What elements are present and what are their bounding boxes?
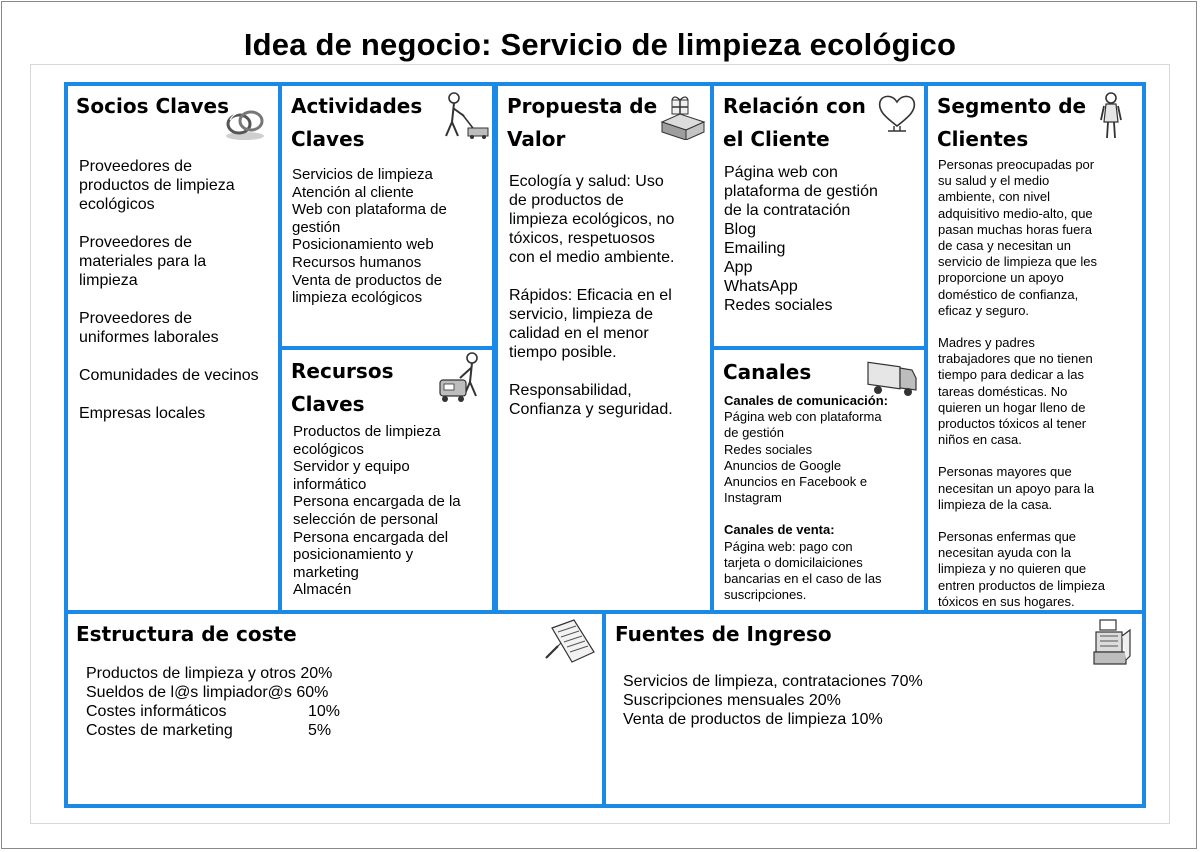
actividades-line: Recursos humanos	[292, 253, 422, 271]
propuesta-line: con el medio ambiente.	[509, 249, 675, 266]
recursos-line: ecológicos	[293, 440, 364, 458]
relacion-line: WhatsApp	[724, 278, 798, 295]
segmento-line: pasan muchas horas fuera	[938, 221, 1092, 237]
canales-line: Anuncios de Google	[724, 457, 842, 473]
coste-row	[86, 702, 340, 721]
segmento-line: Personas preocupadas por	[938, 157, 1095, 172]
segmento-line: limpieza y no quieren que	[938, 561, 1087, 577]
coste-label: Costes informáticos	[86, 703, 227, 720]
fuentes-ingreso-heading: Fuentes de Ingreso	[615, 622, 832, 646]
segmento-line: niños en casa.	[938, 432, 1022, 448]
page-title: Idea de negocio: Servicio de limpieza ecológico	[243, 27, 957, 62]
segmento-line: su salud y el medio	[938, 173, 1050, 189]
canales-text	[724, 393, 888, 603]
socios-claves-list	[79, 157, 259, 423]
coste-label: Sueldos de l@s limpiador@s 60%	[86, 684, 329, 701]
estructura-coste-cell	[64, 610, 606, 808]
coste-row	[86, 721, 340, 740]
segmento-line: entren productos de limpieza	[938, 577, 1105, 593]
relacion-cliente-cell	[710, 82, 928, 350]
recursos-line: Productos de limpieza	[293, 423, 441, 440]
coste-row	[86, 664, 340, 683]
segmento-line: adquisitivo medio-alto, que	[938, 205, 1093, 221]
segmento-line: ambiente, con nivel	[938, 189, 1051, 205]
segmento-line: Madres y padres	[938, 335, 1035, 351]
relacion-cliente-list	[724, 163, 878, 315]
heart-icon	[876, 92, 918, 132]
segmento-clientes-text	[938, 157, 1105, 610]
segmento-line: tareas domésticas. No	[938, 383, 1068, 399]
segmento-line: tiempo para dedicar a las	[938, 367, 1084, 383]
canales-line: tarjeta o domicilaiciones	[724, 554, 863, 570]
actividades-claves-heading: Actividades Claves	[291, 94, 423, 151]
propuesta-line: Responsabilidad,	[509, 382, 632, 399]
actividades-line: limpieza ecológicos	[292, 289, 423, 307]
ingreso-line: Suscripciones mensuales 20%	[623, 692, 841, 709]
canales-venta-title: Canales de venta:	[724, 522, 835, 538]
socios-item-line: ecológicos	[79, 196, 155, 213]
fuentes-ingreso-list	[623, 672, 923, 729]
canales-line: bancarias en el caso de las	[724, 571, 882, 587]
propuesta-line: tiempo posible.	[509, 344, 617, 361]
rings-icon	[222, 102, 268, 142]
canales-line: Página web: pago con	[724, 538, 853, 554]
propuesta-valor-heading: Propuesta de Valor	[507, 94, 658, 151]
coste-label: Productos de limpieza y otros 20%	[86, 665, 333, 682]
actividades-line: Web con plataforma de	[292, 201, 447, 219]
truck-icon	[866, 356, 918, 396]
socios-item-line: Proveedores de	[79, 158, 192, 175]
ingreso-line: Venta de productos de limpieza 10%	[623, 711, 883, 728]
estructura-coste-list	[86, 664, 340, 740]
canales-line: Anuncios en Facebook e	[724, 474, 868, 490]
actividades-line: Posicionamiento web	[292, 236, 434, 254]
canales-cell	[710, 346, 928, 614]
socios-item-line: materiales para la	[79, 253, 207, 270]
segmento-line: Personas enfermas que	[938, 529, 1077, 545]
coste-row	[86, 683, 340, 702]
propuesta-line: Confianza y seguridad.	[509, 401, 673, 418]
propuesta-line: calidad en el menor	[509, 325, 649, 342]
propuesta-valor-text	[509, 172, 674, 419]
relacion-line: Redes sociales	[724, 297, 833, 314]
actividades-line: Atención al cliente	[292, 183, 414, 201]
ingreso-line: Servicios de limpieza, contrataciones 70%	[623, 673, 923, 690]
segmento-clientes-cell	[924, 82, 1146, 614]
canales-line: Instagram	[724, 490, 782, 506]
canales-line: Página web con plataforma	[724, 409, 882, 425]
canales-comunicacion-title: Canales de comunicación:	[724, 393, 888, 408]
recursos-line: informático	[293, 475, 367, 493]
recursos-claves-cell	[278, 346, 496, 614]
segmento-line: proporcione un apoyo	[938, 270, 1064, 286]
coste-label: Costes de marketing	[86, 722, 233, 739]
socios-item-line: Proveedores de	[79, 234, 192, 251]
actividades-claves-cell	[278, 82, 496, 350]
relacion-line: de la contratación	[724, 202, 851, 219]
actividades-line: Servicios de limpieza	[292, 166, 433, 183]
socios-item-line: Comunidades de vecinos	[79, 367, 259, 384]
segmento-line: trabajadores que no tienen	[938, 351, 1093, 367]
relacion-line: Página web con	[724, 164, 838, 181]
worker-icon	[434, 352, 488, 410]
fuentes-ingreso-cell	[602, 610, 1146, 808]
coste-value: 5%	[308, 722, 332, 739]
socios-item-line: limpieza	[79, 272, 138, 289]
socios-item-line: Empresas locales	[79, 405, 206, 422]
canales-line: de gestión	[724, 425, 784, 441]
canales-heading: Canales	[723, 360, 812, 384]
propuesta-line: servicio, limpieza de	[509, 306, 654, 323]
recursos-line: Persona encargada del	[293, 528, 449, 546]
propuesta-line: de productos de	[509, 192, 624, 209]
cleaner-icon	[438, 92, 490, 140]
canales-line: suscripciones.	[724, 587, 807, 603]
coste-value: 10%	[308, 703, 341, 720]
actividades-line: gestión	[292, 218, 341, 236]
segmento-line: tóxicos en sus hogares.	[938, 593, 1075, 609]
segmento-line: Personas mayores que	[938, 464, 1072, 480]
recursos-line: Almacén	[293, 581, 352, 599]
segmento-clientes-heading: Segmento de Clientes	[937, 94, 1087, 151]
socios-claves-heading: Socios Claves	[76, 94, 229, 118]
segmento-line: limpieza de la casa.	[938, 496, 1053, 512]
estructura-coste-heading: Estructura de coste	[76, 622, 297, 646]
recursos-line: Persona encargada de la	[293, 493, 461, 511]
cash-register-icon	[1090, 616, 1136, 668]
relacion-line: Emailing	[724, 240, 786, 257]
relacion-line: plataforma de gestión	[724, 183, 878, 200]
socios-claves-cell	[64, 82, 282, 614]
recursos-line: selección de personal	[293, 510, 439, 528]
canales-line: Redes sociales	[724, 441, 813, 457]
gift-icon	[658, 96, 708, 140]
propuesta-valor-cell	[494, 82, 714, 614]
socios-item-line: uniformes laborales	[79, 329, 219, 346]
segmento-line: necesitan ayuda con la	[938, 545, 1071, 561]
propuesta-line: Rápidos: Eficacia en el	[509, 287, 672, 304]
segmento-line: eficaz y seguro.	[938, 302, 1030, 318]
recursos-claves-heading: Recursos Claves	[291, 359, 394, 416]
segmento-line: quieren un hogar lleno de	[938, 399, 1086, 415]
recursos-line: posicionamiento y	[293, 546, 414, 564]
propuesta-line: limpieza ecológicos, no	[509, 211, 675, 228]
recursos-claves-list	[293, 423, 461, 599]
recursos-line: marketing	[293, 563, 359, 581]
segmento-line: doméstico de confianza,	[938, 286, 1079, 302]
relacion-line: App	[724, 259, 753, 276]
propuesta-line: tóxicos, respetuosos	[509, 230, 655, 247]
relacion-line: Blog	[724, 221, 757, 238]
segmento-line: de casa y necesitan un	[938, 238, 1071, 254]
segmento-line: necesitan un apoyo para la	[938, 480, 1095, 496]
propuesta-line: Ecología y salud: Uso	[509, 173, 664, 190]
receipt-icon	[544, 618, 598, 666]
socios-item-line: Proveedores de	[79, 310, 192, 327]
recursos-line: Servidor y equipo	[293, 458, 410, 476]
segmento-line: servicio de limpieza que les	[938, 254, 1097, 270]
person-icon	[1098, 92, 1124, 140]
actividades-line: Venta de productos de	[292, 271, 443, 289]
relacion-cliente-heading: Relación con el Cliente	[723, 94, 866, 151]
actividades-claves-list	[292, 166, 447, 307]
socios-item-line: productos de limpieza	[79, 177, 235, 194]
segmento-line: productos tóxicos al tener	[938, 416, 1087, 432]
